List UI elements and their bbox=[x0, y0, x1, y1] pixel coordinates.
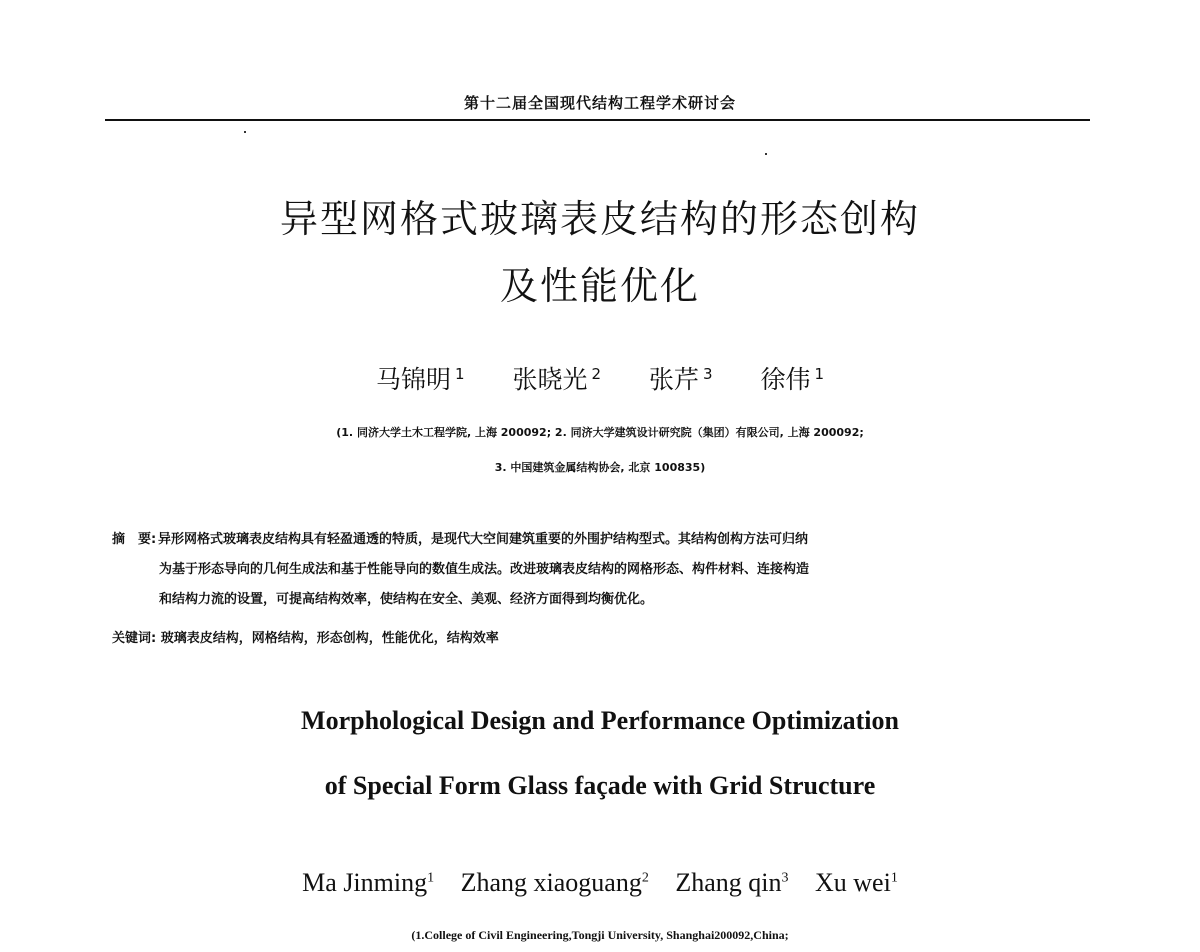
author-cn-sup: 1 bbox=[814, 364, 825, 383]
abstract-label: 摘 要: bbox=[112, 532, 157, 547]
header-rule bbox=[105, 119, 1090, 121]
author-cn-name: 张芹 bbox=[648, 365, 699, 394]
author-en-name: Zhang xiaoguang bbox=[460, 868, 642, 897]
abstract-line3: 和结构力流的设置，可提高结构效率，使结构在安全、美观、经济方面得到均衡优化。 bbox=[159, 592, 654, 607]
author-cn-name: 徐伟 bbox=[760, 365, 811, 394]
abstract-line1: 异形网格式玻璃表皮结构具有轻盈通透的特质，是现代大空间建筑重要的外围护结构型式。其结构创构方法可归纳 bbox=[158, 532, 809, 547]
title-en-line1: Morphological Design and Performance Optimization bbox=[301, 706, 899, 735]
author-cn bbox=[760, 360, 824, 396]
authors-en bbox=[0, 868, 1200, 898]
author-en bbox=[461, 868, 649, 898]
author-cn-name: 马锦明 bbox=[375, 365, 451, 394]
keywords-text: 玻璃表皮结构，网格结构，形态创构，性能优化，结构效率 bbox=[160, 631, 499, 646]
affiliation-en-line1: (1.College of Civil Engineering,Tongji University, Shanghai200092,China; bbox=[411, 928, 789, 942]
author-en-sup: 1 bbox=[890, 870, 898, 886]
author-en-name: Ma Jinming bbox=[302, 868, 428, 897]
author-en-name: Xu wei bbox=[815, 868, 891, 897]
keywords-cn bbox=[112, 627, 1092, 646]
scan-speck bbox=[765, 153, 767, 155]
author-cn-sup: 1 bbox=[454, 364, 465, 383]
title-en-line2: of Special Form Glass façade with Grid Structure bbox=[324, 771, 876, 800]
scan-speck bbox=[244, 131, 246, 133]
author-en-sup: 3 bbox=[781, 870, 789, 886]
author-en bbox=[302, 868, 434, 898]
author-en-sup: 2 bbox=[641, 870, 649, 886]
conference-header: 第十二届全国现代结构工程学术研讨会 bbox=[463, 94, 736, 112]
author-cn-sup: 3 bbox=[702, 364, 713, 383]
authors-cn bbox=[0, 360, 1200, 396]
author-cn-name: 张晓光 bbox=[512, 365, 588, 394]
author-en bbox=[675, 868, 788, 898]
author-cn bbox=[376, 360, 465, 396]
author-cn-sup: 2 bbox=[591, 364, 602, 383]
author-cn bbox=[512, 360, 601, 396]
author-cn bbox=[649, 360, 713, 396]
abstract-line2: 为基于形态导向的几何生成法和基于性能导向的数值生成法。改进玻璃表皮结构的网格形态、构件材料、连接构造 bbox=[159, 562, 810, 577]
author-en-sup: 1 bbox=[427, 870, 435, 886]
author-en bbox=[815, 868, 898, 898]
affiliation-cn-line1: (1. 同济大学土木工程学院, 上海 200092; 2. 同济大学建筑设计研究院（集团）有限公司, 上海 200092; bbox=[336, 426, 864, 439]
title-cn-line2: 及性能优化 bbox=[499, 264, 700, 308]
author-en-name: Zhang qin bbox=[675, 868, 782, 897]
title-cn-line1: 异型网格式玻璃表皮结构的形态创构 bbox=[279, 197, 920, 241]
keywords-label: 关键词: bbox=[112, 631, 157, 646]
affiliation-cn-line2: 3. 中国建筑金属结构协会, 北京 100835) bbox=[494, 461, 706, 474]
abstract-cn bbox=[112, 525, 1092, 615]
